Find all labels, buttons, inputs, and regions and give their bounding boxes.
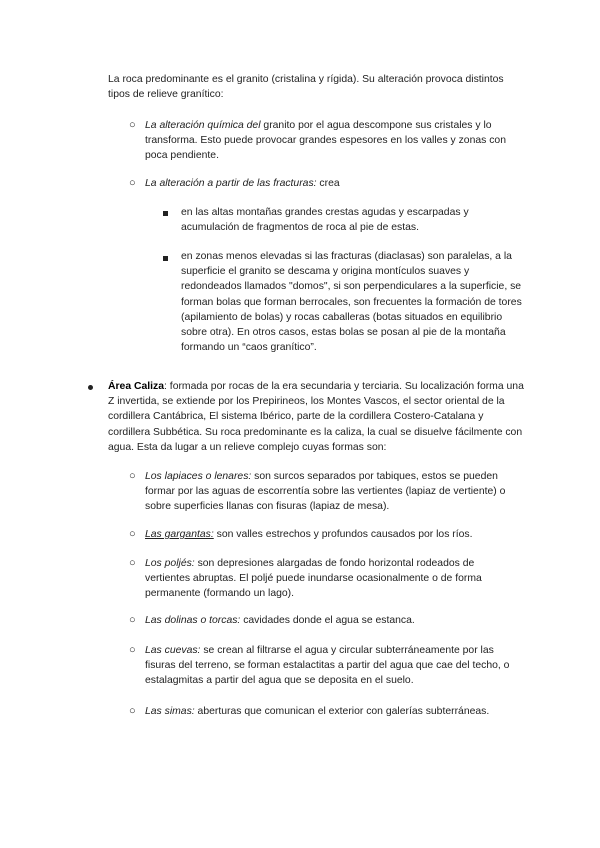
caliza-item-text: cavidades donde el agua se estanca. bbox=[240, 615, 415, 626]
caliza-item-gargantas bbox=[145, 527, 520, 542]
caliza-item-text: son depresiones alargadas de fondo horizontal rodeados de vertientes abruptas. El poljé puede inundarse ocasionalmente o de forma permanente (formando un lago). bbox=[145, 558, 482, 600]
granite-fracturas-item bbox=[145, 176, 520, 191]
granite-fracturas-term: La alteración a partir de las fracturas: bbox=[145, 178, 317, 189]
caliza-paragraph bbox=[108, 379, 524, 455]
square-bullet-icon bbox=[163, 211, 168, 216]
caliza-item-poljes bbox=[145, 556, 520, 602]
granite-fracturas-text: crea bbox=[316, 178, 340, 189]
caliza-item-lapiaces bbox=[145, 469, 520, 515]
caliza-item-term: Las gargantas: bbox=[145, 529, 214, 540]
caliza-item-simas bbox=[145, 704, 520, 719]
granite-quimica-term: La alteración química del bbox=[145, 120, 261, 131]
caliza-item-term: Las dolinas o torcas: bbox=[145, 615, 241, 626]
circle-bullet-icon: ○ bbox=[129, 177, 136, 189]
caliza-text: : formada por rocas de la era secundaria y terciaria. Su localización forma una Z invertida, se extiende por los Prepirineos, los Montes Vascos, el sector oriental de la cordillera Cantábrica, El sistema Ibérico, parte de la cordillera Costero-Catalana y cordillera Subbética. Su roca predominante es la caliza, la cual se disuelve fácilmente con agua. Esta da lugar a un relieve complejo cuyas formas son: bbox=[108, 381, 524, 453]
circle-bullet-icon: ○ bbox=[129, 705, 136, 717]
caliza-item-term: Las simas: bbox=[145, 706, 195, 717]
caliza-item-term: Los poljés: bbox=[145, 558, 195, 569]
granite-quimica-item bbox=[145, 118, 520, 164]
circle-bullet-icon: ○ bbox=[129, 557, 136, 569]
caliza-title: Área Caliza bbox=[108, 381, 165, 392]
caliza-item-cuevas bbox=[145, 643, 520, 689]
caliza-item-text: aberturas que comunican el exterior con galerías subterráneas. bbox=[194, 706, 490, 717]
granite-fracturas-sub-2: en zonas menos elevadas si las fracturas (diaclasas) son paralelas, a la superficie el granito se descama y origina montículos suaves y redondeados llamados "domos", si son perpendiculares a la superficie, se forman bolas que forman berrocales, son frecuentes la formación de tores (apilamiento de bolas) y rocas caballeras (botas situados en equilibrio sobre otra). En otros casos, estas bolas se posan al pie de la montaña formando un “caos granítico”. bbox=[181, 251, 522, 354]
granite-quimica-text: granito por el agua descompone sus cristales y lo transforma. Esto puede provocar grandes espesores en los valles y zonas con poca pendiente. bbox=[145, 120, 506, 162]
caliza-item-text: son valles estrechos y profundos causados por los ríos. bbox=[213, 529, 473, 540]
caliza-item-term: Los lapiaces o lenares: bbox=[145, 471, 252, 482]
square-bullet-icon bbox=[163, 256, 168, 261]
disc-bullet-icon bbox=[88, 385, 93, 390]
intro-paragraph: La roca predominante es el granito (cristalina y rígida). Su alteración provoca distintos tipos de relieve granítico: bbox=[108, 74, 504, 101]
granite-fracturas-sub-1: en las altas montañas grandes crestas agudas y escarpadas y acumulación de fragmentos de roca al pie de estas. bbox=[181, 207, 469, 234]
circle-bullet-icon: ○ bbox=[129, 528, 136, 540]
caliza-item-text: son surcos separados por tabiques, estos se pueden formar por las aguas de escorrentía sobre las vertientes (lapiaz de vertiente) o sobre superficies llanas con fisuras (lapiaz de mesa). bbox=[145, 471, 506, 513]
caliza-item-text: se crean al filtrarse el agua y circular subterráneamente por las fisuras del terreno, se forman estalactitas a partir del agua que cae del techo, o estalagmitas a partir del agua que se deposita en el suelo. bbox=[145, 645, 510, 687]
circle-bullet-icon: ○ bbox=[129, 614, 136, 626]
caliza-item-term: Las cuevas: bbox=[145, 645, 201, 656]
circle-bullet-icon: ○ bbox=[129, 644, 136, 656]
circle-bullet-icon: ○ bbox=[129, 119, 136, 131]
caliza-item-dolinas bbox=[145, 613, 520, 628]
circle-bullet-icon: ○ bbox=[129, 470, 136, 482]
